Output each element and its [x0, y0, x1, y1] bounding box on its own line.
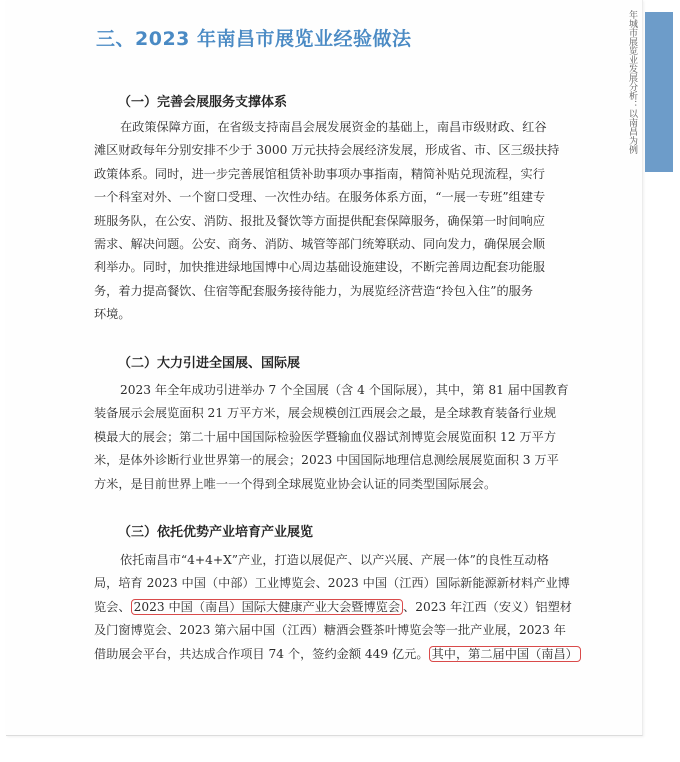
text-line: 2023 年全年成功引进举办 7 个全国展（含 4 个国际展），其中，第 81 届中国教育	[120, 383, 569, 397]
text-fragment: 、2023 年江西（安义）铝塑材	[403, 599, 572, 614]
subsection-2-title: （二）大力引进全国展、国际展	[118, 356, 301, 371]
text-line: 及门窗博览会、2023 第六届中国（江西）糖酒会暨茶叶博览会等一批产业展，2023 年	[94, 623, 566, 638]
subsection-3-paragraph	[94, 549, 594, 666]
text-line: 局，培育 2023 中国（中部）工业博览会、2023 中国（江西）国际新能源新材料产业博	[94, 576, 570, 591]
text-fragment: 借助展会平台，共达成合作项目 74 个，签约金额 449 亿元。	[94, 646, 429, 661]
text-line: 滩区财政每年分别安排不少于 3000 万元扶持会展经济发展，形成省、市、区三级扶持	[94, 143, 560, 158]
text-line: 装备展示会展览面积 21 万平方米，展会规模创江西展会之最，是全球教育装备行业规	[94, 406, 557, 421]
highlighted-sentence-start: 其中，第二届中国（南昌）	[429, 646, 581, 662]
text-line: 务，着力提高餐饮、住宿等配套服务接待能力，为展览经济营造“拎包入住”的服务	[94, 283, 534, 298]
subsection-3-title: （三）依托优势产业培育产业展览	[118, 525, 314, 540]
text-line: 方米，是目前世界上唯一一个得到全球展览业协会认证的同类型国际展会。	[94, 476, 497, 491]
text-line: 环境。	[94, 307, 131, 322]
subsection-2-paragraph	[94, 379, 594, 496]
subsection-1-title: （一）完善会展服务支撑体系	[118, 95, 288, 110]
subsection-1-paragraph	[94, 116, 594, 327]
text-line: 需求、解决问题。公安、商务、消防、城管等部门统筹联动、同向发力，确保展会顺	[94, 236, 545, 251]
text-line	[94, 596, 594, 619]
highlighted-expo-name: 2023 中国（南昌）国际大健康产业大会暨博览会	[131, 599, 403, 615]
text-line: 依托南昌市“4+4+X”产业，打造以展促产、以产兴展、产展一体”的良性互动格	[120, 553, 549, 567]
text-line: 米，是体外诊断行业世界第一的展会；2023 中国国际地理信息测绘展展览面积 3 万平	[94, 453, 559, 468]
text-line	[94, 643, 594, 666]
section-title: 三、2023 年南昌市展览业经验做法	[96, 28, 412, 50]
text-fragment: 览会、	[94, 599, 131, 614]
text-line: 在政策保障方面，在省级支持南昌会展发展资金的基础上，南昌市级财政、红谷	[120, 120, 547, 134]
text-line: 政策体系。同时，进一步完善展馆租赁补助事项办事指南，精简补贴兑现流程，实行	[94, 166, 545, 181]
text-line: 班服务队，在公安、消防、报批及餐饮等方面提供配套保障服务，确保第一时间响应	[94, 213, 545, 228]
running-header: 年城市展览业发展分析：以南昌为例	[627, 10, 637, 154]
text-line: 一个科室对外、一个窗口受理、一次性办结。在服务体系方面，“一展一专班”组建专	[94, 190, 546, 205]
text-line: 利举办。同时，加快推进绿地国博中心周边基础设施建设，不断完善周边配套功能服	[94, 260, 545, 275]
chapter-side-tab	[645, 12, 673, 172]
text-line: 模最大的展会；第二十届中国国际检验医学暨输血仪器试剂博览会展览面积 12 万平方	[94, 429, 557, 444]
